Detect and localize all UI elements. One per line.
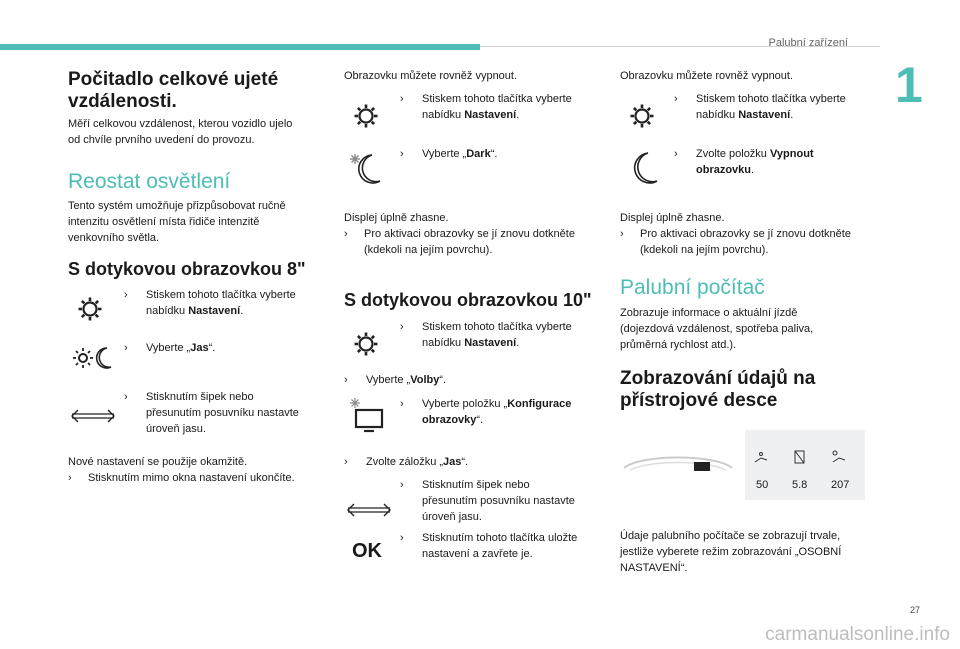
bullet-icon: › bbox=[124, 289, 128, 301]
settings-gear-icon bbox=[620, 98, 664, 134]
new-setting-note: Nové nastavení se použije okamžitě. › Stisknutím mimo okna nastavení ukončíte. bbox=[68, 456, 295, 484]
average-speed-icon bbox=[830, 448, 848, 471]
instrument-panel-illustration bbox=[620, 450, 736, 485]
settings-gear-icon bbox=[344, 326, 388, 362]
trip-display-note: Údaje palubního počítače se zobrazují trvale, jestliže vyberete režim zobrazování „OSOBNÍ NASTAVENÍ“. bbox=[620, 530, 842, 574]
step-save-settings: › Stisknutím tohoto tlačítka uložte nastavení a zavřete je. bbox=[400, 532, 578, 560]
step-select-brightness-tab: › Zvolte záložku „Jas“. bbox=[344, 456, 469, 468]
chapter-number: 1 bbox=[895, 57, 923, 113]
step-select-settings: › Stiskem tohoto tlačítka vyberte nabídku Nastavení. bbox=[124, 289, 296, 317]
consumption-value: 5.8 bbox=[792, 479, 808, 491]
slider-arrows-icon bbox=[68, 398, 118, 434]
settings-gear-icon bbox=[68, 291, 112, 327]
odometer-description: Měří celkovou vzdálenost, kterou vozidlo ujelo od chvíle prvního uvedení do provozu. bbox=[68, 118, 293, 146]
step-select-dark: › Vyberte „Dark“. bbox=[400, 148, 498, 160]
brightness-sun-moon-icon bbox=[68, 340, 118, 376]
range-icon bbox=[752, 448, 770, 471]
screen-configuration-icon bbox=[344, 398, 388, 434]
section-title-touchscreen-8: S dotykovou obrazovkou 8" bbox=[68, 259, 306, 279]
chapter-title: Palubní zařízení bbox=[768, 37, 848, 49]
step-select-settings: › Stiskem tohoto tlačítka vyberte nabídku Nastavení. bbox=[674, 93, 846, 121]
section-title-trip-computer: Palubní počítač bbox=[620, 276, 765, 299]
page-number: 27 bbox=[909, 605, 920, 615]
step-select-settings: › Stiskem tohoto tlačítka vyberte nabídku Nastavení. bbox=[400, 93, 572, 121]
section-title-rheostat: Reostat osvětlení bbox=[68, 170, 231, 193]
section-title-odometer: Počitadlo celkové ujeté vzdálenosti. bbox=[68, 69, 279, 112]
section-title-touchscreen-10: S dotykovou obrazovkou 10" bbox=[344, 290, 592, 310]
fuel-consumption-icon bbox=[791, 448, 809, 471]
dark-mode-moon-icon bbox=[344, 150, 388, 186]
moon-icon bbox=[620, 150, 664, 186]
step-select-screen-configuration: › Vyberte položku „Konfigurace obrazovky“. bbox=[400, 398, 572, 426]
settings-gear-icon bbox=[344, 98, 388, 134]
section-title-instrument-panel: Zobrazování údajů na přístrojové desce bbox=[620, 368, 816, 411]
step-select-settings: › Stiskem tohoto tlačítka vyberte nabídku Nastavení. bbox=[400, 321, 572, 349]
header-accent-bar bbox=[0, 44, 480, 50]
screen-off-intro: Obrazovku můžete rovněž vypnout. bbox=[344, 70, 518, 82]
slider-arrows-icon bbox=[344, 492, 394, 528]
speed-value: 207 bbox=[831, 479, 850, 491]
screen-off-note: Displej úplně zhasne. › Pro aktivaci obrazovky se jí znovu dotkněte (kdekoli na jejím povrchu). bbox=[620, 212, 851, 256]
screen-off-note: Displej úplně zhasne. › Pro aktivaci obrazovky se jí znovu dotkněte (kdekoli na jejím povrchu). bbox=[344, 212, 575, 256]
step-adjust-brightness: › Stisknutím šipek nebo přesunutím posuvníku nastavte úroveň jasu. bbox=[400, 479, 575, 523]
step-select-brightness: › Vyberte „Jas“. bbox=[124, 342, 216, 354]
ok-button-icon: OK bbox=[352, 540, 382, 562]
step-select-options: › Vyberte „Volby“. bbox=[344, 374, 447, 386]
watermark: carmanualsonline.info bbox=[765, 624, 950, 645]
rheostat-description: Tento systém umožňuje přizpůsobovat ručně intenzitu osvětlení místa řidiče intenzitě venkovního světla. bbox=[68, 200, 286, 244]
step-adjust-brightness: › Stisknutím šipek nebo přesunutím posuvníku nastavte úroveň jasu. bbox=[124, 391, 299, 435]
range-value: 50 bbox=[756, 479, 769, 491]
step-turn-off-screen: › Zvolte položku Vypnout obrazovku. bbox=[674, 148, 814, 176]
screen-off-intro: Obrazovku můžete rovněž vypnout. bbox=[620, 70, 794, 82]
trip-computer-description: Zobrazuje informace o aktuální jízdě (dojezdová vzdálenost, spotřeba paliva, průměrná rychlost atd.). bbox=[620, 307, 814, 351]
